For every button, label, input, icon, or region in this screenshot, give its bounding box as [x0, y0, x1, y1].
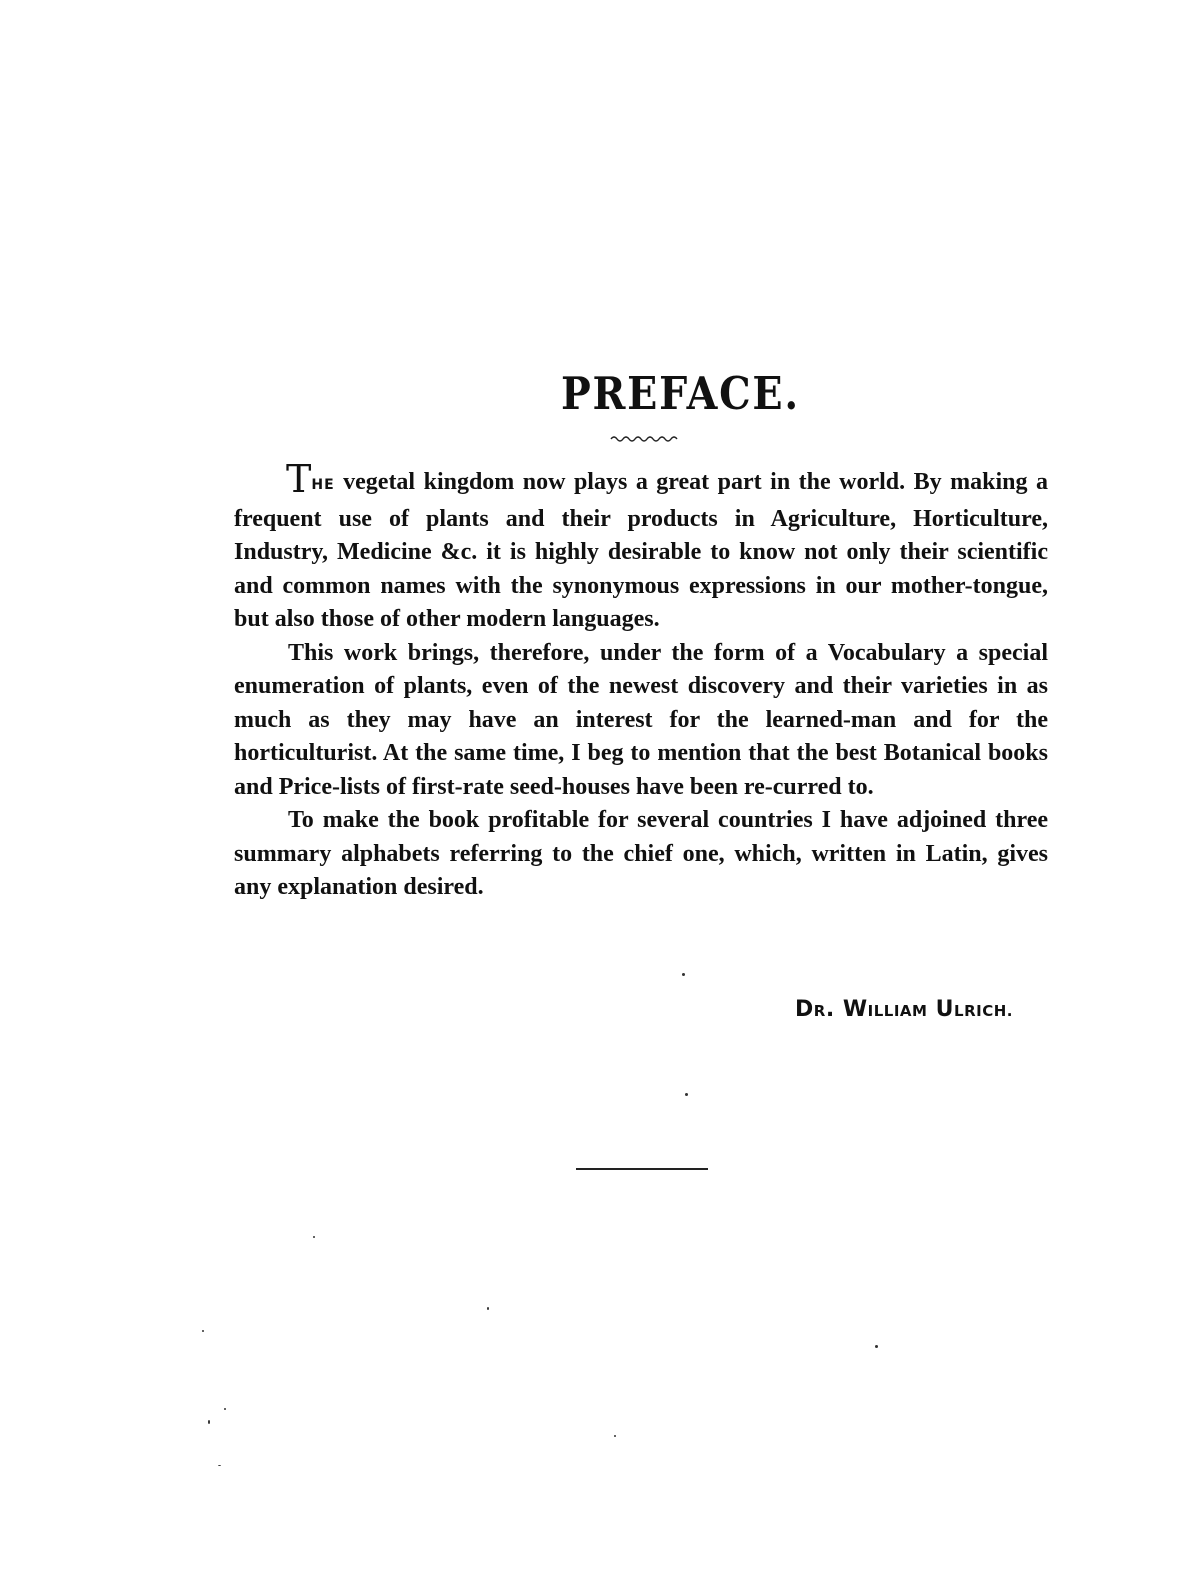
signature-d: D	[795, 997, 814, 1022]
signature-dot: .	[825, 997, 843, 1022]
wavy-ornament	[610, 434, 678, 444]
ink-speck	[313, 1236, 315, 1238]
signature-illiam: ILLIAM	[867, 1002, 928, 1020]
ink-speck	[614, 1435, 616, 1437]
signature-space	[927, 997, 935, 1022]
drop-cap: T	[286, 457, 312, 501]
ink-speck	[208, 1420, 210, 1424]
ink-speck	[685, 1093, 688, 1096]
ink-speck	[218, 1465, 221, 1466]
ink-speck	[202, 1330, 204, 1332]
author-signature	[795, 996, 1013, 1025]
ink-speck	[224, 1408, 226, 1410]
preface-body	[234, 457, 1048, 905]
signature-w: W	[842, 997, 868, 1022]
page-title	[82, 367, 1130, 421]
ink-speck	[487, 1307, 489, 1310]
paragraph-1	[234, 457, 1048, 637]
signature-r: R	[813, 1002, 826, 1020]
paragraph-2: This work brings, therefore, under the form of a Vocabulary a special enumeration of plants, even of the newest discovery and their varieties in as much as they may have an interest for the learned-man and for the horticulturist. At the same time, I beg to mention that the best Botanical books and Price-lists of first-rate seed-houses have been re-curred to.	[234, 639, 1048, 800]
signature-u: U	[935, 997, 955, 1022]
page-title-text: PREFACE.	[560, 367, 800, 420]
small-caps-he: HE	[311, 477, 335, 493]
paragraph-1-text: vegetal kingdom now plays a great part in the world. By making a frequent use of plants and their products in Agriculture, Horticulture, Industry, Medicine &c. it is highly desirable to know not only their scientific and common names with the synonymous expressions in our mother-tongue, but also those of other modern languages.	[234, 469, 1048, 632]
horizontal-rule	[576, 1168, 708, 1170]
paragraph-3: To make the book profitable for several countries I have adjoined three summary alphabets referring to the chief one, which, written in Latin, gives any explanation desired.	[234, 807, 1048, 900]
signature-lrich: LRICH.	[954, 1002, 1013, 1020]
ink-speck	[875, 1345, 878, 1348]
ink-speck	[682, 973, 685, 976]
